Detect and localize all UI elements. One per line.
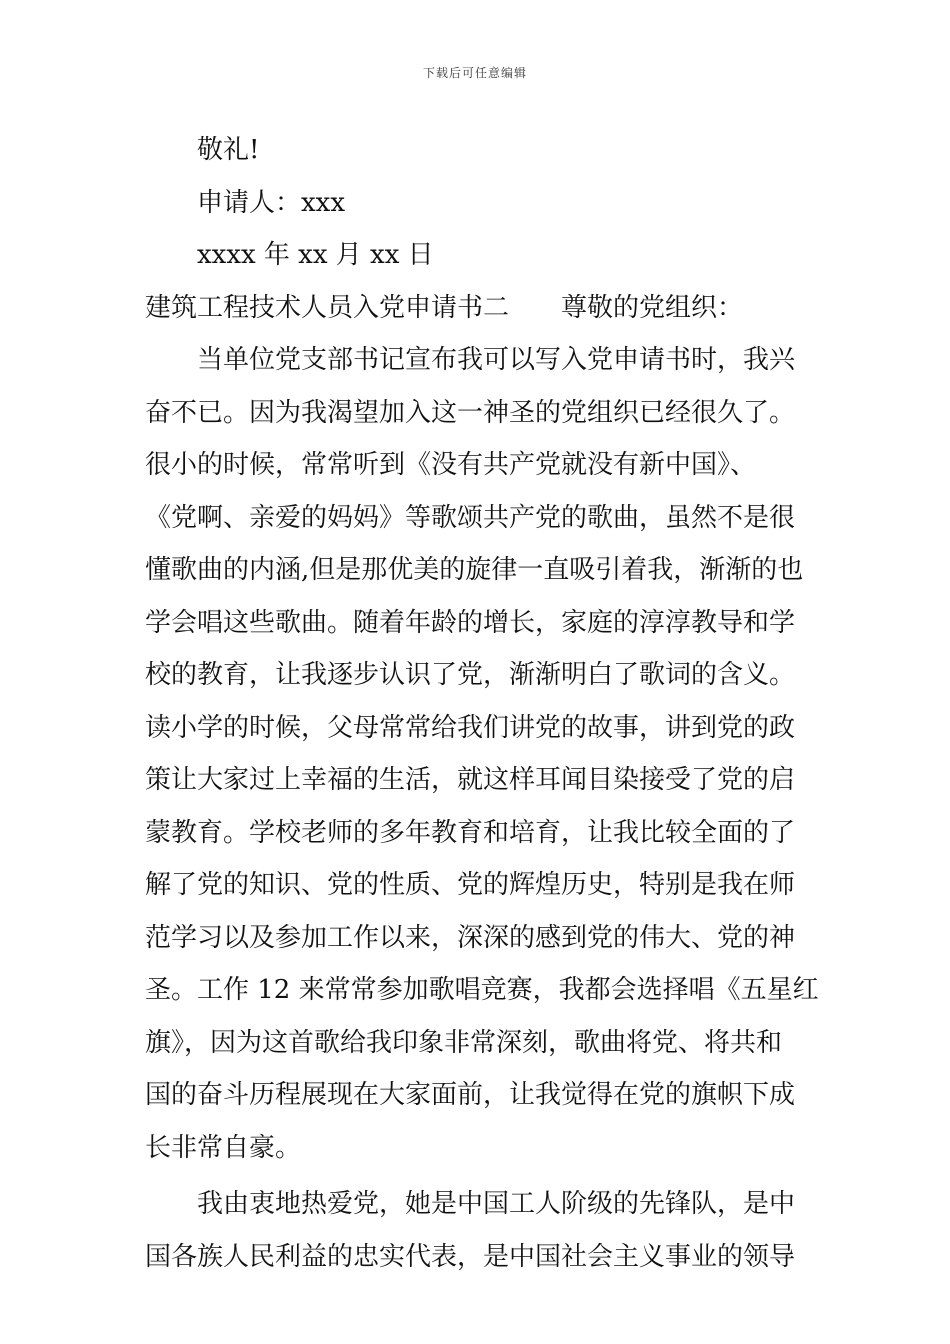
paragraph-line: 校的教育，让我逐步认识了党，渐渐明白了歌词的含义。 bbox=[145, 660, 796, 690]
paragraph-line: 我由衷地热爱党，她是中国工人阶级的先锋队，是中 bbox=[197, 1189, 796, 1219]
paragraph-line: 解了党的知识、党的性质、党的辉煌历史，特别是我在师 bbox=[145, 870, 796, 900]
section-heading bbox=[145, 282, 810, 335]
paragraph-line: 长非常自豪。 bbox=[145, 1132, 302, 1163]
paragraph-line: 国各族人民利益的忠实代表，是中国社会主义事业的领导 bbox=[145, 1241, 796, 1272]
applicant-line: 申请人：xxx bbox=[197, 187, 345, 218]
paragraph-2 bbox=[145, 1178, 810, 1283]
paragraph-line: 蒙教育。学校老师的多年教育和培育，让我比较全面的了 bbox=[145, 817, 796, 848]
page-header-note: 下载后可任意编辑 bbox=[422, 66, 527, 80]
paragraph-line: 策让大家过上幸福的生活，就这样耳闻目染接受了党的启 bbox=[145, 765, 796, 795]
paragraph-line: 旗》，因为这首歌给我印象非常深刻，歌曲将党、将共和 bbox=[145, 1027, 783, 1058]
document-body bbox=[145, 124, 819, 1283]
paragraph-1 bbox=[145, 334, 819, 1174]
heading-spacer bbox=[509, 282, 561, 335]
closing-salute: 敬礼! bbox=[197, 135, 260, 165]
paragraph-line: 圣。工作 12 来常常参加歌唱竞赛，我都会选择唱《五星红 bbox=[145, 975, 819, 1005]
paragraph-line: 当单位党支部书记宣布我可以写入党申请书时，我兴 bbox=[197, 345, 796, 375]
date-line: xxxx 年 xx 月 xx 日 bbox=[197, 240, 434, 270]
paragraph-line: 学会唱这些歌曲。随着年龄的增长，家庭的淳淳教导和学 bbox=[145, 607, 796, 638]
paragraph-line: 范学习以及参加工作以来，深深的感到党的伟大、党的神 bbox=[145, 922, 796, 953]
paragraph-line: 《党啊、亲爱的妈妈》等歌颂共产党的歌曲，虽然不是很 bbox=[145, 502, 796, 533]
paragraph-line: 奋不已。因为我渴望加入这一神圣的党组织已经很久了。 bbox=[145, 397, 796, 428]
paragraph-line: 国的奋斗历程展现在大家面前，让我觉得在党的旗帜下成 bbox=[145, 1080, 796, 1110]
paragraph-line: 很小的时候，常常听到《没有共产党就没有新中国》、 bbox=[145, 450, 757, 480]
paragraph-line: 读小学的时候，父母常常给我们讲党的故事，讲到党的政 bbox=[145, 712, 796, 743]
section-greeting: 尊敬的党组织： bbox=[561, 292, 744, 323]
section-title: 建筑工程技术人员入党申请书二 bbox=[145, 292, 510, 323]
paragraph-line: 懂歌曲的内涵,但是那优美的旋律一直吸引着我，渐渐的也 bbox=[145, 555, 804, 585]
